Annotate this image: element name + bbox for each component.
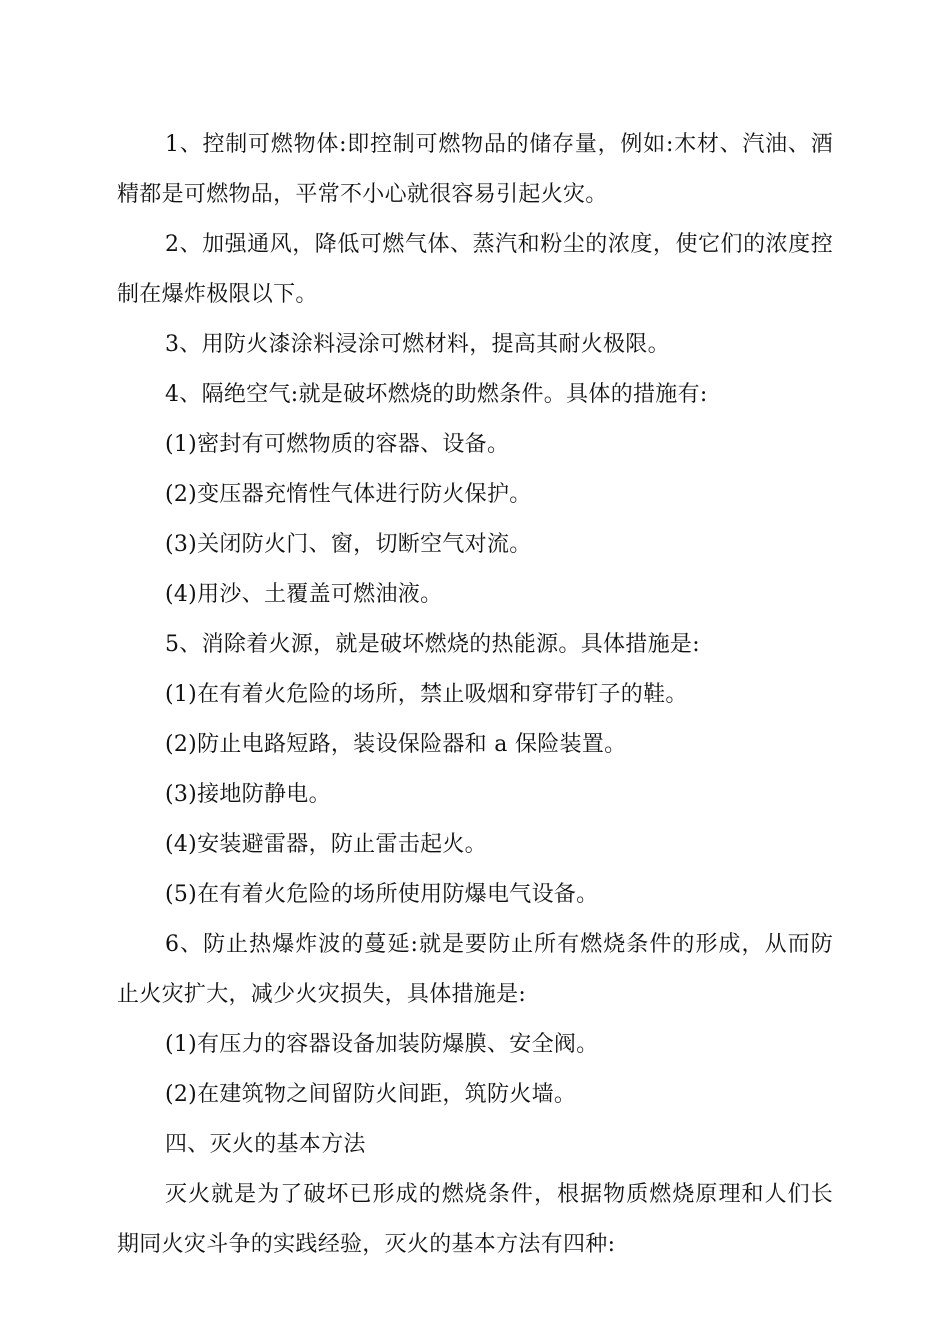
- list-item-6-1: (1)有压力的容器设备加装防爆膜、安全阀。: [165, 1032, 599, 1057]
- list-item-5-5: (5)在有着火危险的场所使用防爆电气设备。: [165, 882, 599, 907]
- section-heading: 四、灭火的基本方法: [165, 1132, 366, 1157]
- list-item-5-2: (2)防止电路短路，装设保险器和 a 保险装置。: [165, 732, 627, 757]
- list-item-4-2: (2)变压器充惰性气体进行防火保护。: [165, 482, 532, 507]
- list-item-5-3: (3)接地防静电。: [165, 782, 331, 807]
- paragraph-4: 4、隔绝空气:就是破坏燃烧的助燃条件。具体的措施有:: [165, 382, 708, 407]
- paragraph-5: 5、消除着火源，就是破坏燃烧的热能源。具体措施是:: [165, 632, 700, 657]
- document-body: [117, 120, 833, 1270]
- list-item-5-1: (1)在有着火危险的场所，禁止吸烟和穿带钉子的鞋。: [165, 682, 688, 707]
- paragraph-6: 6、防止热爆炸波的蔓延:就是要防止所有燃烧条件的形成，从而防止火灾扩大，减少火灾损失，具体措施是:: [117, 932, 833, 1007]
- list-item-4-1: (1)密封有可燃物质的容器、设备。: [165, 432, 510, 457]
- paragraph-2: 2、加强通风，降低可燃气体、蒸汽和粉尘的浓度，使它们的浓度控制在爆炸极限以下。: [117, 232, 833, 307]
- paragraph-intro-extinguishing: 灭火就是为了破坏已形成的燃烧条件，根据物质燃烧原理和人们长期同火灾斗争的实践经验，灭火的基本方法有四种:: [117, 1182, 833, 1257]
- paragraph-3: 3、用防火漆涂料浸涂可燃材料，提高其耐火极限。: [165, 332, 670, 357]
- list-item-4-3: (3)关闭防火门、窗，切断空气对流。: [165, 532, 532, 557]
- list-item-4-4: (4)用沙、土覆盖可燃油液。: [165, 582, 443, 607]
- paragraph-1: 1、控制可燃物体:即控制可燃物品的储存量，例如:木材、汽油、酒精都是可燃物品，平常不小心就很容易引起火灾。: [117, 132, 833, 207]
- list-item-6-2: (2)在建筑物之间留防火间距，筑防火墙。: [165, 1082, 577, 1107]
- list-item-5-4: (4)安装避雷器，防止雷击起火。: [165, 832, 487, 857]
